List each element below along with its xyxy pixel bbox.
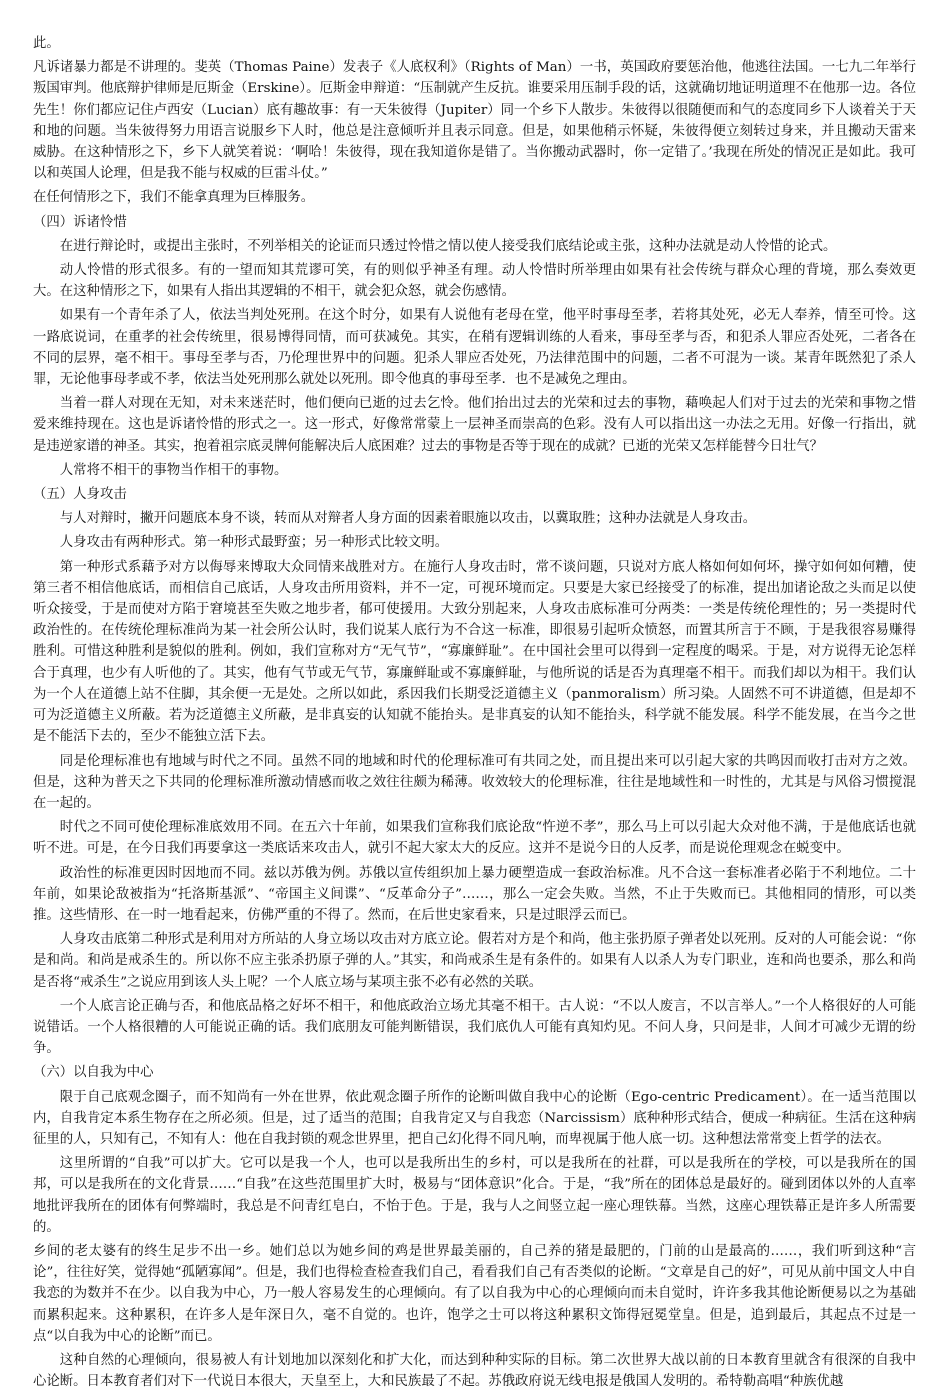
paragraph: 限于自己底观念圈子，而不知尚有一外在世界，依此观念圈子所作的论断叫做自我中心的论断（Ego-centric Predicament）。在一适当范围以内，自我肯定本系生物存在之所必须。但是，过了适当的范围；自我肯定又与自我恋（Narcissism）底种种形式结合，便成一种病征。生活在这种病征里的人，只知有己，不知有人：他在自我封锁的观念世界里，把自己幻化得不同凡响，而卑视属于他人底一切。这种想法常常变上哲学的法衣。	[33, 1089, 916, 1147]
paragraph: 乡间的老太婆有的终生足步不出一乡。她们总以为她乡间的鸡是世界最美丽的，自己养的猪是最肥的，门前的山是最高的……，我们听到这种“言论”，往往好笑，觉得她“孤陋寡闻”。但是，我们也得检查检查我们自己，看看我们自己有否类似的论断。“文章是自己的好”，可见从前中国文人中自我恋的为数并不在少。以自我为中心，乃一般人容易发生的心理倾向。有了以自我为中心的心理倾向而未自觉时，许许多我其他论断便易以之为基础而累积起来。这种累积，在许多人是年深日久，毫不自觉的。也许，饱学之士可以将这种累积文饰得冠冕堂皇。但是，追到最后，其起点不过是一点“以自我为中心的论断”而已。	[33, 1243, 916, 1344]
paragraph: 人身攻击底第二种形式是利用对方所站的人身立场以攻击对方底立论。假若对方是个和尚，他主张扔原子弹者处以死刑。反对的人可能会说：“你是和尚。和尚是戒杀生的。所以你不应主张杀扔原子弹的人。”其实，和尚戒杀生是有条件的。如果有人以杀人为专门职业，连和尚也要杀，那么和尚是否将“戒杀生”之说应用到该人头上呢？一个人底立场与某项主张不必有必然的关联。	[33, 932, 916, 990]
section-heading: （五）人身攻击	[33, 487, 127, 503]
paragraph: 人常将不相干的事物当作相干的事物。	[59, 462, 288, 478]
paragraph: 这种自然的心理倾向，很易被人有计划地加以深刻化和扩大化，而达到种种实际的目标。第二次世界大战以前的日本教育里就含有很深的自我中心论断。日本教育者们对下一代说日本很大，天皇至上，大和民族最了不起。苏俄政府说无线电报是俄国人发明的。希特勒高唱“种族优越	[33, 1352, 916, 1390]
paragraph: 时代之不同可使伦理标准底效用不同。在五六十年前，如果我们宣称我们底论敌“忤逆不孝”，那么马上可以引起大众对他不满，于是他底话也就听不进。可是，在今日我们再要拿这一类底话来攻击人，就引不起大家太大的反应。这并不是说今日的人反孝，而是说伦理观念在蜕变中。	[33, 820, 916, 857]
paragraph: 当着一群人对现在无知，对未来迷茫时，他们便向已逝的过去乞怜。他们抬出过去的光荣和过去的事物，藉唤起人们对于过去的光荣和事物之惜爱来维持现在。这也是诉诸怜惜的形式之一。这一形式，好像常常蒙上一层神圣而崇高的色彩。没有人可以指出这一办法之无用。好像一行指出，就是违逆家谱的神圣。其实，抱着祖宗底灵牌何能解决后人底困难？过去的事物是否等于现在的成就？已逝的光荣又怎样能替今日壮气？	[33, 396, 916, 454]
paragraph: 此。	[33, 36, 60, 51]
paragraph: 如果有一个青年杀了人，依法当判处死刑。在这个时分，如果有人说他有老母在堂，他平时事母至孝，若将其处死，必无人奉养，情至可怜。这一路底说词，在重孝的社会传统里，很易博得同情，而可获减免。其实，在稍有逻辑训练的人看来，事母至孝与否，和犯杀人罪应否处死，二者各在不同的层界，毫不相干。事母至孝与否，乃伦理世界中的问题。犯杀人罪应否处死，乃法律范围中的问题，二者不可混为一谈。某青年既然犯了杀人罪，无论他事母孝或不孝，依法当处死刑那么就处以死刑。即令他真的事母至孝．也不是减免之理由。	[33, 308, 916, 388]
paragraph: 第一种形式系藉予对方以侮辱来博取大众同情来战胜对方。在施行人身攻击时，常不谈问题，只说对方底人格如何如何坏，操守如何如何糟，使第三者不相信他底话，而相信自己底话，人身攻击所用资料，并不一定，可视环境而定。只要是大家已经接受了的标准，提出加诸论敌之头而足以使听众接受，于是而使对方陷于窘境甚至失败之地步者，郁可使援用。大致分别起来，人身攻击底标准可分两类：一类是传统伦理性的；另一类提时代政治性的。在传统伦理标准尚为某一社会所公认时，我们说某人底行为不合这一标准，即很易引起听众愤怒，而置其所言于不顾，于是我很容易赚得胜利。可惜这种胜利是貌似的胜利。例如，我们宣称对方“无气节”，“寡廉鲜耻”。在中国社会里可以得到一定程度的喝采。于是，对方说得无论怎样合于真理，也少有人听他的了。其实，他有气节或无气节，寡廉鲜耻或不寡廉鲜耻，与他所说的话是否为真理毫不相干。而我们却以为相干。我们认为一个人在道德上站不住脚，其余便一无是处。之所以如此，系因我们长期受泛道德主义（panmoralism）所习染。人固然不可不讲道德，但是却不可为泛道德主义所蔽。若为泛道德主义所蔽，是非真妄的认知就不能抬头。是非真妄的认知不能抬头，科学就不能发展。科学不能发展，在当今之世是不能活下去的，至少不能独立活下去。	[33, 559, 916, 745]
paragraph: 同是伦理标准也有地域与时代之不同。虽然不同的地域和时代的伦理标准可有共同之处，而且提出来可以引起大家的共鸣因而收打击对方之效。但是，这种为普天之下共同的伦理标准所激动情感而收之效往往颇为稀薄。收效较大的伦理标准，往往是地域性和一时性的，尤其是与风俗习惯搅混在一起的。	[33, 753, 916, 811]
paragraph: 凡诉诸暴力都是不讲理的。斐英（Thomas Paine）发表子《人底权利》（Rights of Man）一书，英国政府要惩治他，他逃往法国。一七九二年举行叛国审判。他底辩护律师是厄斯金（Erskine）。厄斯金申辩道：“压制就产生反抗。谁要采用压制手段的话，这就确切地证明道理不在他那一边。各位先生！你们都应记住卢西安（Lucian）底有趣故事：有一天朱彼得（Jupiter）同一个乡下人散步。朱彼得以很随便而和气的态度同乡下人谈着关于天和地的问题。当朱彼得努力用语言说服乡下人时，他总是注意倾听并且表示同意。但是，如果他稍示怀疑，朱彼得便立刻转过身来，并且搬动天雷来威胁。在这种情形之下，乡下人就笑着说：‘啊哈！朱彼得，现在我知道你是错了。当你搬动武器时，你一定错了。’我现在所处的情况正是如此。我可以和英国人论理，但是我不能与权威的巨雷斗仗。”	[33, 60, 916, 182]
section-heading: （六）以自我为中心	[33, 1065, 154, 1081]
paragraph: 在任何情形之下，我们不能拿真理为巨棒服务。	[33, 190, 315, 206]
paragraph: 政治性的标准更因时因地而不同。兹以苏俄为例。苏俄以宣传组织加上暴力硬塑造成一套政治标准。凡不合这一套标准者必陷于不利地位。二十年前，如果论敌被指为“托洛斯基派”、“帝国主义间谍”、“反革命分子”……，那么一定会失败。当然，不止于失败而已。其他相同的情形，可以类推。这些情形、在一时一地看起来，仿佛严重的不得了。然而，在后世史家看来，只是过眼浮云而已。	[33, 865, 916, 923]
paragraph: 这里所谓的“自我”可以扩大。它可以是我一个人，也可以是我所出生的乡村，可以是我所在的社群，可以是我所在的学校，可以是我所在的国邦，可以是我所在的文化背景……“自我”在这些范围里扩大时，极易与“团体意识”化合。于是，“我”所在的团体总是最好的。碰到团体以外的人直率地批评我所在的团体有何弊端时，我总是不问青红皂白，不怡于色。于是，我与人之间竖立起一座心理铁幕。当然，这座心理铁幕正是许多人所需要的。	[33, 1156, 916, 1235]
section-heading: （四）诉诸怜惜	[33, 214, 127, 230]
paragraph: 在进行辩论时，或提出主张时，不列举相关的论证而只透过怜惜之情以使人接受我们底结论或主张，这种办法就是动人怜惜的论式。	[59, 238, 837, 254]
paragraph: 一个人底言论正确与否，和他底品格之好坏不相干，和他底政治立场尤其毫不相干。古人说：“不以人废言，不以言举人。”一个人格很好的人可能说错话。一个人格很糟的人可能说正确的话。我们底朋友可能判断错误，我们底仇人可能有真知灼见。不问人身，只问是非，人间才可减少无谓的纷争。	[33, 998, 916, 1057]
paragraph: 与人对辩时，撇开问题底本身不谈，转而从对辩者人身方面的因素着眼施以攻击，以冀取胜；这种办法就是人身攻击。	[59, 511, 757, 527]
paragraph: 动人怜惜的形式很多。有的一望而知其荒谬可笑，有的则似乎神圣有理。动人怜惜时所举理由如果有社会传统与群众心理的背境，那么奏效更大。在这种情形之下，如果有人指出其逻辑的不相干，就会犯众怒，就会伤感情。	[33, 263, 916, 300]
paragraph: 人身攻击有两种形式。第一种形式最野蛮；另一种形式比较文明。	[59, 535, 449, 551]
